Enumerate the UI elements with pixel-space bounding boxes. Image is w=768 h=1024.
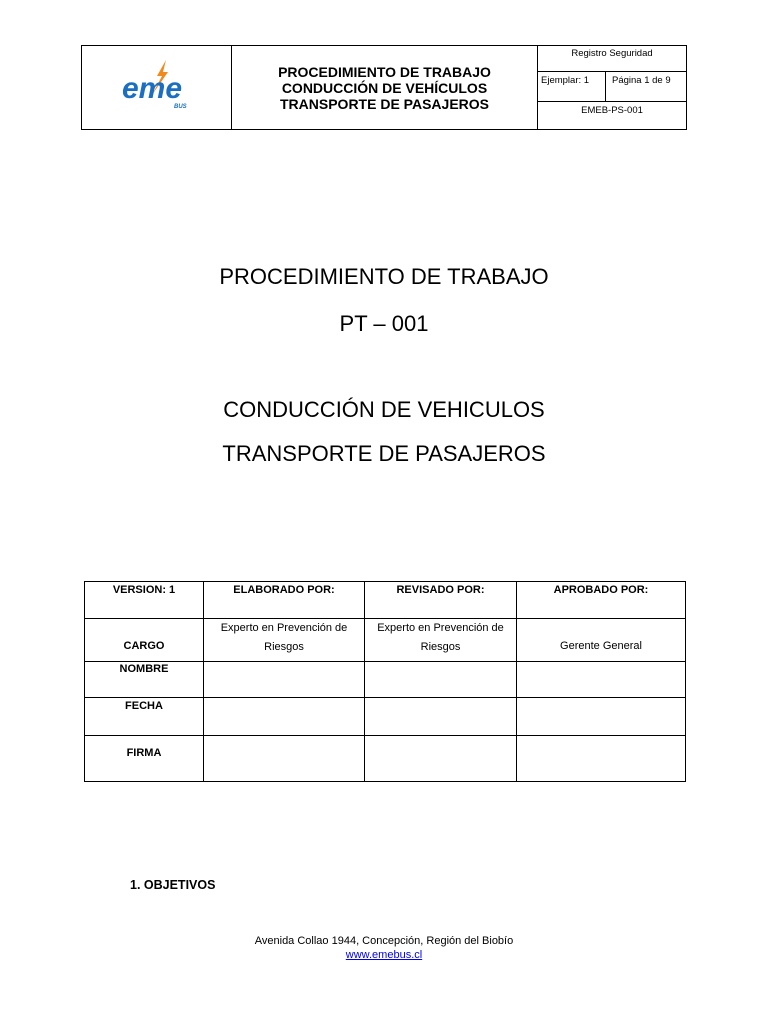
- fecha-elaborado: [204, 698, 365, 736]
- nombre-label: NOMBRE: [85, 662, 204, 698]
- cargo-row: [85, 619, 686, 662]
- firma-elaborado: [204, 736, 365, 782]
- document-code: EMEB-PS-001: [581, 105, 643, 116]
- page-footer: [0, 934, 768, 962]
- registro-cell: [538, 46, 686, 129]
- elaborado-header: ELABORADO POR:: [204, 582, 365, 619]
- logo-text: eme: [122, 72, 183, 105]
- approvals-table: [84, 581, 686, 782]
- ejemplar-row: [538, 72, 686, 102]
- header-title-line-3: TRANSPORTE DE PASAJEROS: [280, 95, 489, 112]
- header-title: [232, 46, 538, 129]
- doc-title-line-2: PT – 001: [339, 311, 429, 336]
- doc-title-line-1: PROCEDIMIENTO DE TRABAJO: [219, 264, 549, 289]
- header-title-line-1: PROCEDIMIENTO DE TRABAJO: [278, 63, 491, 80]
- cargo-revisado: Experto en Prevención de Riesgos: [365, 619, 517, 662]
- cargo-elaborado: Experto en Prevención de Riesgos: [204, 619, 365, 662]
- cargo-label: CARGO: [85, 619, 204, 662]
- firma-row: [85, 736, 686, 782]
- fecha-row: [85, 698, 686, 736]
- version-header: VERSION: 1: [85, 582, 204, 619]
- nombre-revisado: [365, 662, 517, 698]
- pagina-label: Página 1 de 9: [612, 75, 671, 86]
- firma-aprobado: [517, 736, 686, 782]
- logo-subtext: BUS: [174, 104, 187, 110]
- table-header-row: [85, 582, 686, 619]
- footer-website-link[interactable]: www.emebus.cl: [345, 949, 423, 961]
- fecha-revisado: [365, 698, 517, 736]
- cargo-aprobado: Gerente General: [517, 619, 686, 662]
- header-title-line-2: CONDUCCIÓN DE VEHÍCULOS: [281, 79, 488, 96]
- firma-label: FIRMA: [85, 736, 204, 782]
- doc-title-line-4: TRANSPORTE DE PASAJEROS: [222, 441, 546, 466]
- aprobado-header: APROBADO POR:: [517, 582, 686, 619]
- footer-address: Avenida Collao 1944, Concepción, Región del Biobío: [254, 935, 514, 947]
- section-heading: 1. OBJETIVOS: [130, 878, 216, 892]
- emebus-logo: [82, 46, 232, 129]
- logo-cell: [82, 46, 232, 129]
- nombre-aprobado: [517, 662, 686, 698]
- revisado-header: REVISADO POR:: [365, 582, 517, 619]
- doc-title-line-3: CONDUCCIÓN DE VEHICULOS: [223, 397, 545, 422]
- nombre-row: [85, 662, 686, 698]
- nombre-elaborado: [204, 662, 365, 698]
- registro-label: Registro Seguridad: [538, 46, 686, 72]
- ejemplar-label: Ejemplar: 1: [538, 72, 606, 101]
- document-header: [81, 45, 687, 130]
- fecha-label: FECHA: [85, 698, 204, 736]
- firma-revisado: [365, 736, 517, 782]
- fecha-aprobado: [517, 698, 686, 736]
